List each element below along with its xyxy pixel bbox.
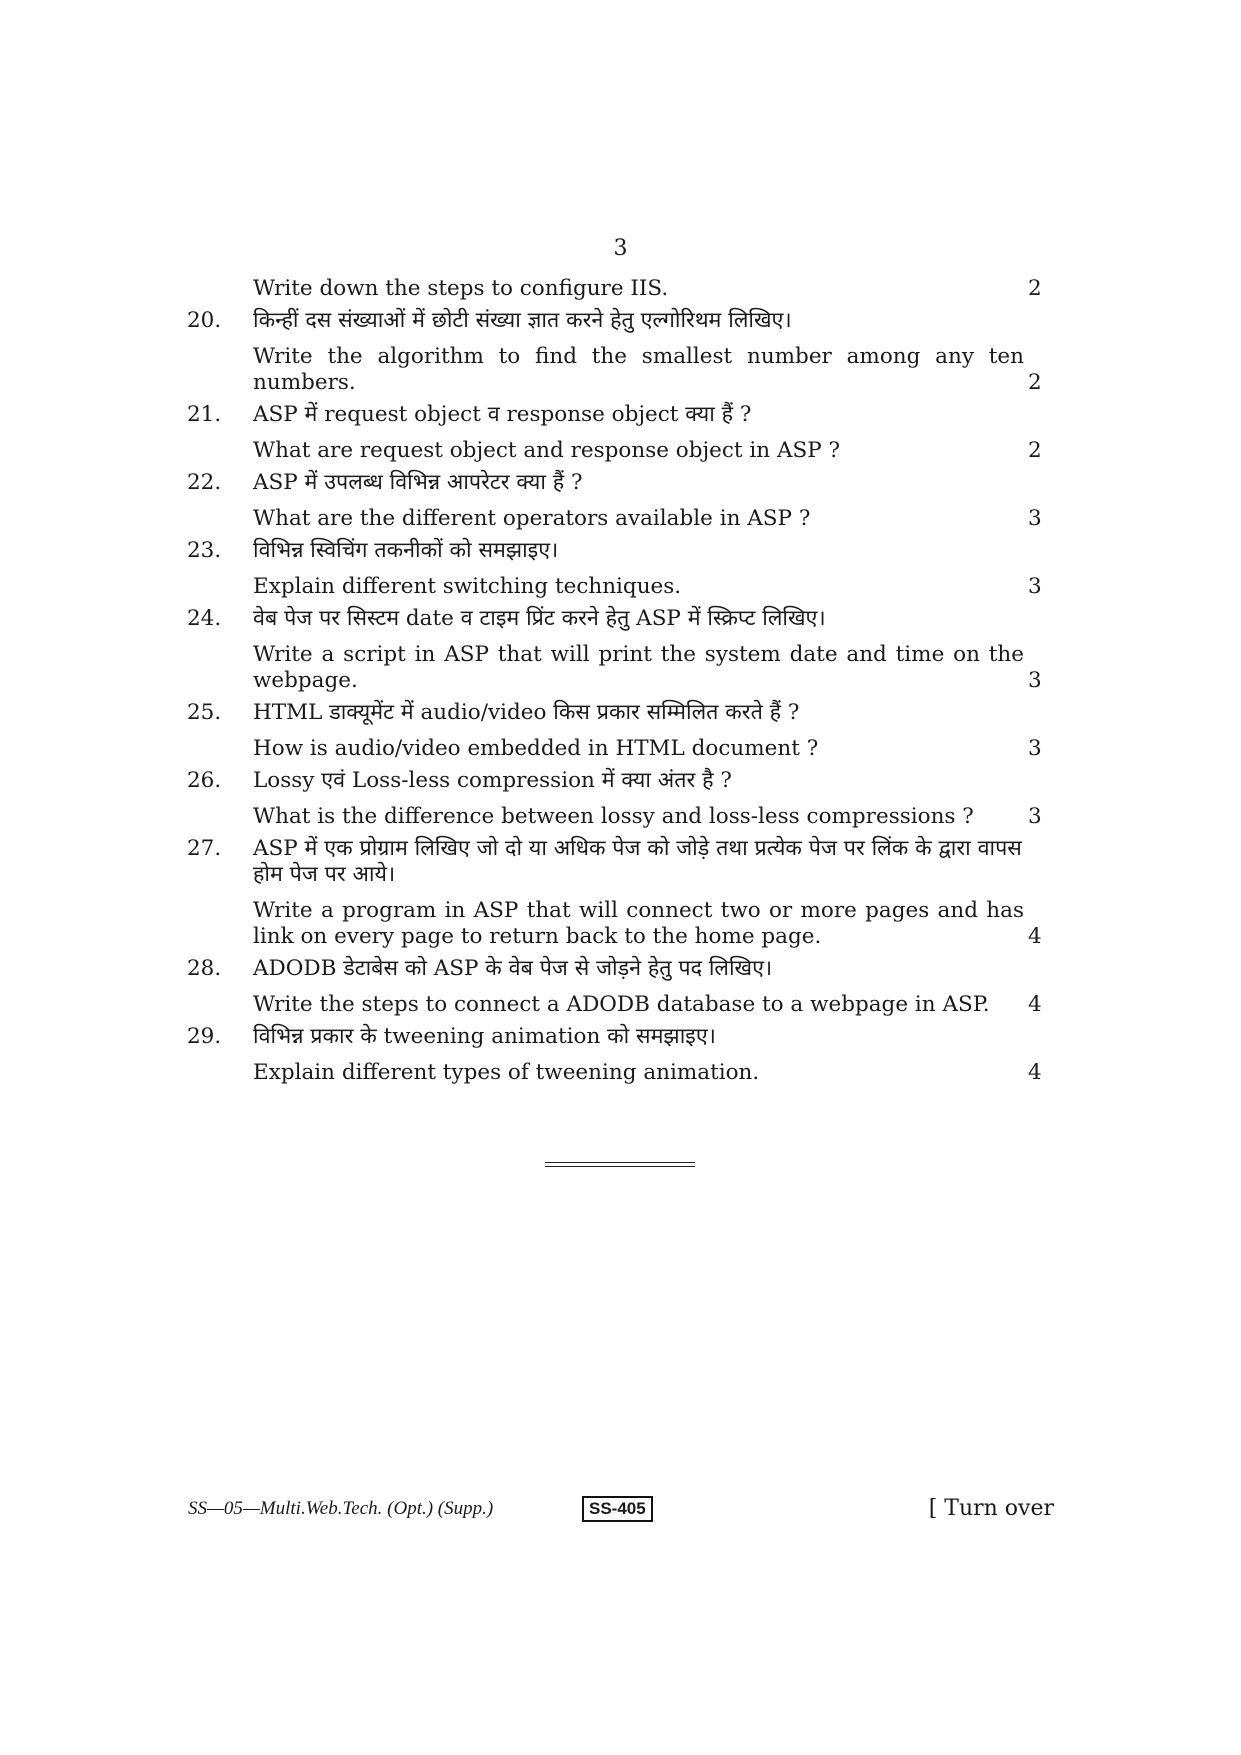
question-text: Write down the steps to configure IIS. [253,276,669,301]
question-text-hindi: Lossy एवं Loss-less compression में क्या अंतर है ? [253,768,732,793]
question-marks: 4 [1028,992,1042,1017]
question-29-english [183,1060,1058,1086]
question-number: 22. [187,470,222,495]
question-marks: 3 [1028,804,1042,829]
question-22-english [183,506,1058,532]
question-26-hindi [183,768,1058,794]
question-28-hindi [183,956,1058,982]
question-text-hindi: विभिन्न स्विचिंग तकनीकों को समझाइए। [253,538,559,563]
question-27-hindi [183,836,1058,888]
question-marks: 2 [1028,438,1042,463]
question-marks: 4 [1028,924,1042,949]
question-22-hindi [183,470,1058,496]
question-marks: 3 [1028,506,1042,531]
question-19-english [183,276,1058,302]
footer-turn-over: [ Turn over [928,1496,1054,1521]
question-text: How is audio/video embedded in HTML document ? [253,736,819,761]
question-number: 26. [187,768,222,793]
question-20-hindi [183,308,1058,334]
question-29-hindi [183,1024,1058,1050]
question-text-hindi: HTML डाक्यूमेंट में audio/video किस प्रकार सम्मिलित करते हैं ? [253,700,800,725]
question-number: 23. [187,538,222,563]
question-text-hindi: किन्हीं दस संख्याओं में छोटी संख्या ज्ञात करने हेतु एल्गोरिथम लिखिए। [253,308,792,333]
question-marks: 3 [1028,668,1042,693]
question-number: 29. [187,1024,222,1049]
question-25-english [183,736,1058,762]
question-text: Write the steps to connect a ADODB database to a webpage in ASP. [253,992,990,1017]
question-number: 21. [187,402,222,427]
question-number: 24. [187,606,222,631]
question-text-hindi: ASP में एक प्रोग्राम लिखिए जो दो या अधिक पेज को जोड़े तथा प्रत्येक पेज पर लिंक के द्वारा वापस होम पेज पर आये। [253,836,1022,887]
footer-subject-code: SS—05—Multi.Web.Tech. (Opt.) (Supp.) [188,1498,494,1519]
question-text-hindi: ADODB डेटाबेस को ASP के वेब पेज से जोड़ने हेतु पद लिखिए। [253,956,773,981]
end-of-paper-rule [545,1162,695,1167]
footer-paper-code-box: SS-405 [582,1496,653,1522]
question-text: Explain different types of tweening animation. [253,1060,760,1085]
question-20-english [183,344,1058,396]
question-text-hindi: ASP में request object व response object क्या हैं ? [253,402,752,427]
question-text: Write a script in ASP that will print the system date and time on the webpage. [253,642,1024,693]
question-number: 25. [187,700,222,725]
question-27-english [183,898,1058,950]
question-21-hindi [183,402,1058,428]
question-text: What is the difference between lossy and loss-less compressions ? [253,804,974,829]
question-marks: 3 [1028,736,1042,761]
question-25-hindi [183,700,1058,726]
question-text: What are the different operators available in ASP ? [253,506,811,531]
question-marks: 2 [1028,276,1042,301]
question-list [183,276,1058,1090]
question-text: Explain different switching techniques. [253,574,682,599]
question-marks: 4 [1028,1060,1042,1085]
page-footer [188,1496,1054,1526]
question-text: What are request object and response object in ASP ? [253,438,841,463]
question-marks: 2 [1028,370,1042,395]
question-number: 20. [187,308,222,333]
question-23-hindi [183,538,1058,564]
question-text: Write the algorithm to find the smallest number among any ten numbers. [253,344,1024,395]
question-number: 28. [187,956,222,981]
question-text-hindi: ASP में उपलब्ध विभिन्न आपरेटर क्या हैं ? [253,470,583,495]
question-23-english [183,574,1058,600]
question-marks: 3 [1028,574,1042,599]
question-text-hindi: वेब पेज पर सिस्टम date व टाइम प्रिंट करने हेतु ASP में स्क्रिप्ट लिखिए। [253,606,826,631]
question-text-hindi: विभिन्न प्रकार के tweening animation को समझाइए। [253,1024,716,1049]
question-text: Write a program in ASP that will connect two or more pages and has link on every page to return back to the home page. [253,898,1024,949]
question-21-english [183,438,1058,464]
question-24-english [183,642,1058,694]
question-26-english [183,804,1058,830]
question-24-hindi [183,606,1058,632]
page-number: 3 [613,236,628,261]
question-number: 27. [187,836,222,861]
question-28-english [183,992,1058,1018]
